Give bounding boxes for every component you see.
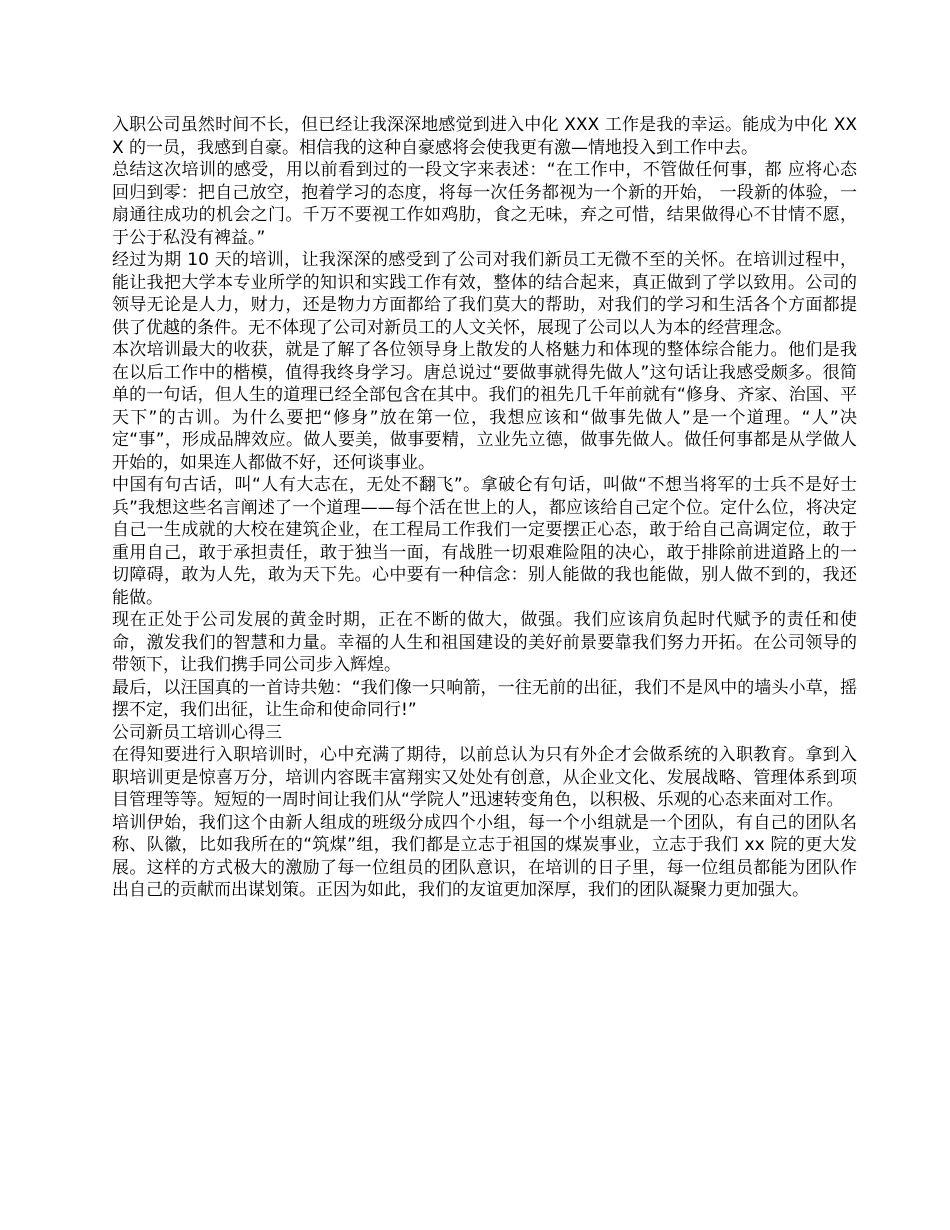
paragraph-golden-period: 现在正处于公司发展的黄金时期，正在不断的做大，做强。我们应该肩负起时代赋予的责任和使命，激发我们的智慧和力量。幸福的人生和祖国建设的美好前景要靠我们努力开拓。在公司领导的带领下，让我们携手同公司步入辉煌。 (112, 610, 857, 675)
paragraph-ambition: 中国有句古话，叫“人有大志在，无处不翻飞”。拿破仑有句话，叫做“不想当将军的士兵不是好士兵”我想这些名言阐述了一个道理——每个活在世上的人，都应该给自己定个位。定什么位，将决定自己一生成就的大校在建筑企业，在工程局工作我们一定要摆正心态，敢于给自己高调定位，敢于重用自己，敢于承担责任，敢于独当一面，有战胜一切艰难险阻的决心，敢于排除前进道路上的一切障碍，敢为人先，敢为天下先。心中要有一种信念：别人能做的我也能做，别人做不到的，我还能做。 (112, 475, 857, 608)
paragraph-summary: 总结这次培训的感受，用以前看到过的一段文字来表述：“在工作中，不管做任何事，都 应将心态回归到零：把自己放空，抱着学习的态度，将每一次任务都视为一个新的开始， 一段新的体验，一扇通往成功的机会之门。千万不要视工作如鸡肋，食之无味，弃之可惜，结果做得心不甘情不愿，于公于私没有裨益。” (112, 160, 857, 248)
document-body (112, 114, 857, 902)
paragraph-team-groups: 培训伊始，我们这个由新人组成的班级分成四个小组，每一个小组就是一个团队，有自己的团队名称、队徽，比如我所在的“筑煤”组，我们都是立志于祖国的煤炭事业，立志于我们 xx 院的更大发展。这样的方式极大的激励了每一位组员的团队意识，在培训的日子里，每一位组员都能为团队作出自己的贡献而出谋划策。正因为如此，我们的友谊更加深厚，我们的团队凝聚力更加强大。 (112, 812, 857, 900)
paragraph-expectation: 在得知要进行入职培训时，心中充满了期待，以前总认为只有外企才会做系统的入职教育。拿到入职培训更是惊喜万分，培训内容既丰富翔实又处处有创意，从企业文化、发展战略、管理体系到项目管理等等。短短的一周时间让我们从“学院人”迅速转变角色，以积极、乐观的心态来面对工作。 (112, 745, 857, 810)
paragraph-ten-day-training: 经过为期 10 天的培训，让我深深的感受到了公司对我们新员工无微不至的关怀。在培训过程中，能让我把大学本专业所学的知识和实践工作有效，整体的结合起来，真正做到了学以致用。公司的领导无论是人力，财力，还是物力方面都给了我们莫大的帮助，对我们的学习和生活各个方面都提供了优越的条件。无不体现了公司对新员工的人文关怀，展现了公司以人为本的经营理念。 (112, 250, 857, 338)
section-heading: 公司新员工培训心得三 (112, 722, 282, 743)
paragraph-leadership: 本次培训最大的收获，就是了解了各位领导身上散发的人格魅力和体现的整体综合能力。他们是我在以后工作中的楷模，值得我终身学习。唐总说过“要做事就得先做人”这句话让我感受颇多。很简单的一句话，但人生的道理已经全部包含在其中。我们的祖先几千年前就有“修身、齐家、治国、平天下”的古训。为什么要把“修身”放在第一位，我想应该和“做事先做人”是一个道理。“人”决定“事”，形成品牌效应。做人要美，做事要精，立业先立德，做事先做人。做任何事都是从学做人开始的，如果连人都做不好，还何谈事业。 (112, 340, 857, 473)
paragraph-intro: 入职公司虽然时间不长，但已经让我深深地感觉到进入中化 XXX 工作是我的幸运。能成为中化 XXX 的一员，我感到自豪。相信我的这种自豪感将会使我更有激—情地投入到工作中去。 (112, 115, 857, 158)
paragraph-poem: 最后，以汪国真的一首诗共勉：“我们像一只响箭，一往无前的出征，我们不是风中的墙头小草，摇摆不定，我们出征，让生命和使命同行!” (112, 677, 857, 720)
